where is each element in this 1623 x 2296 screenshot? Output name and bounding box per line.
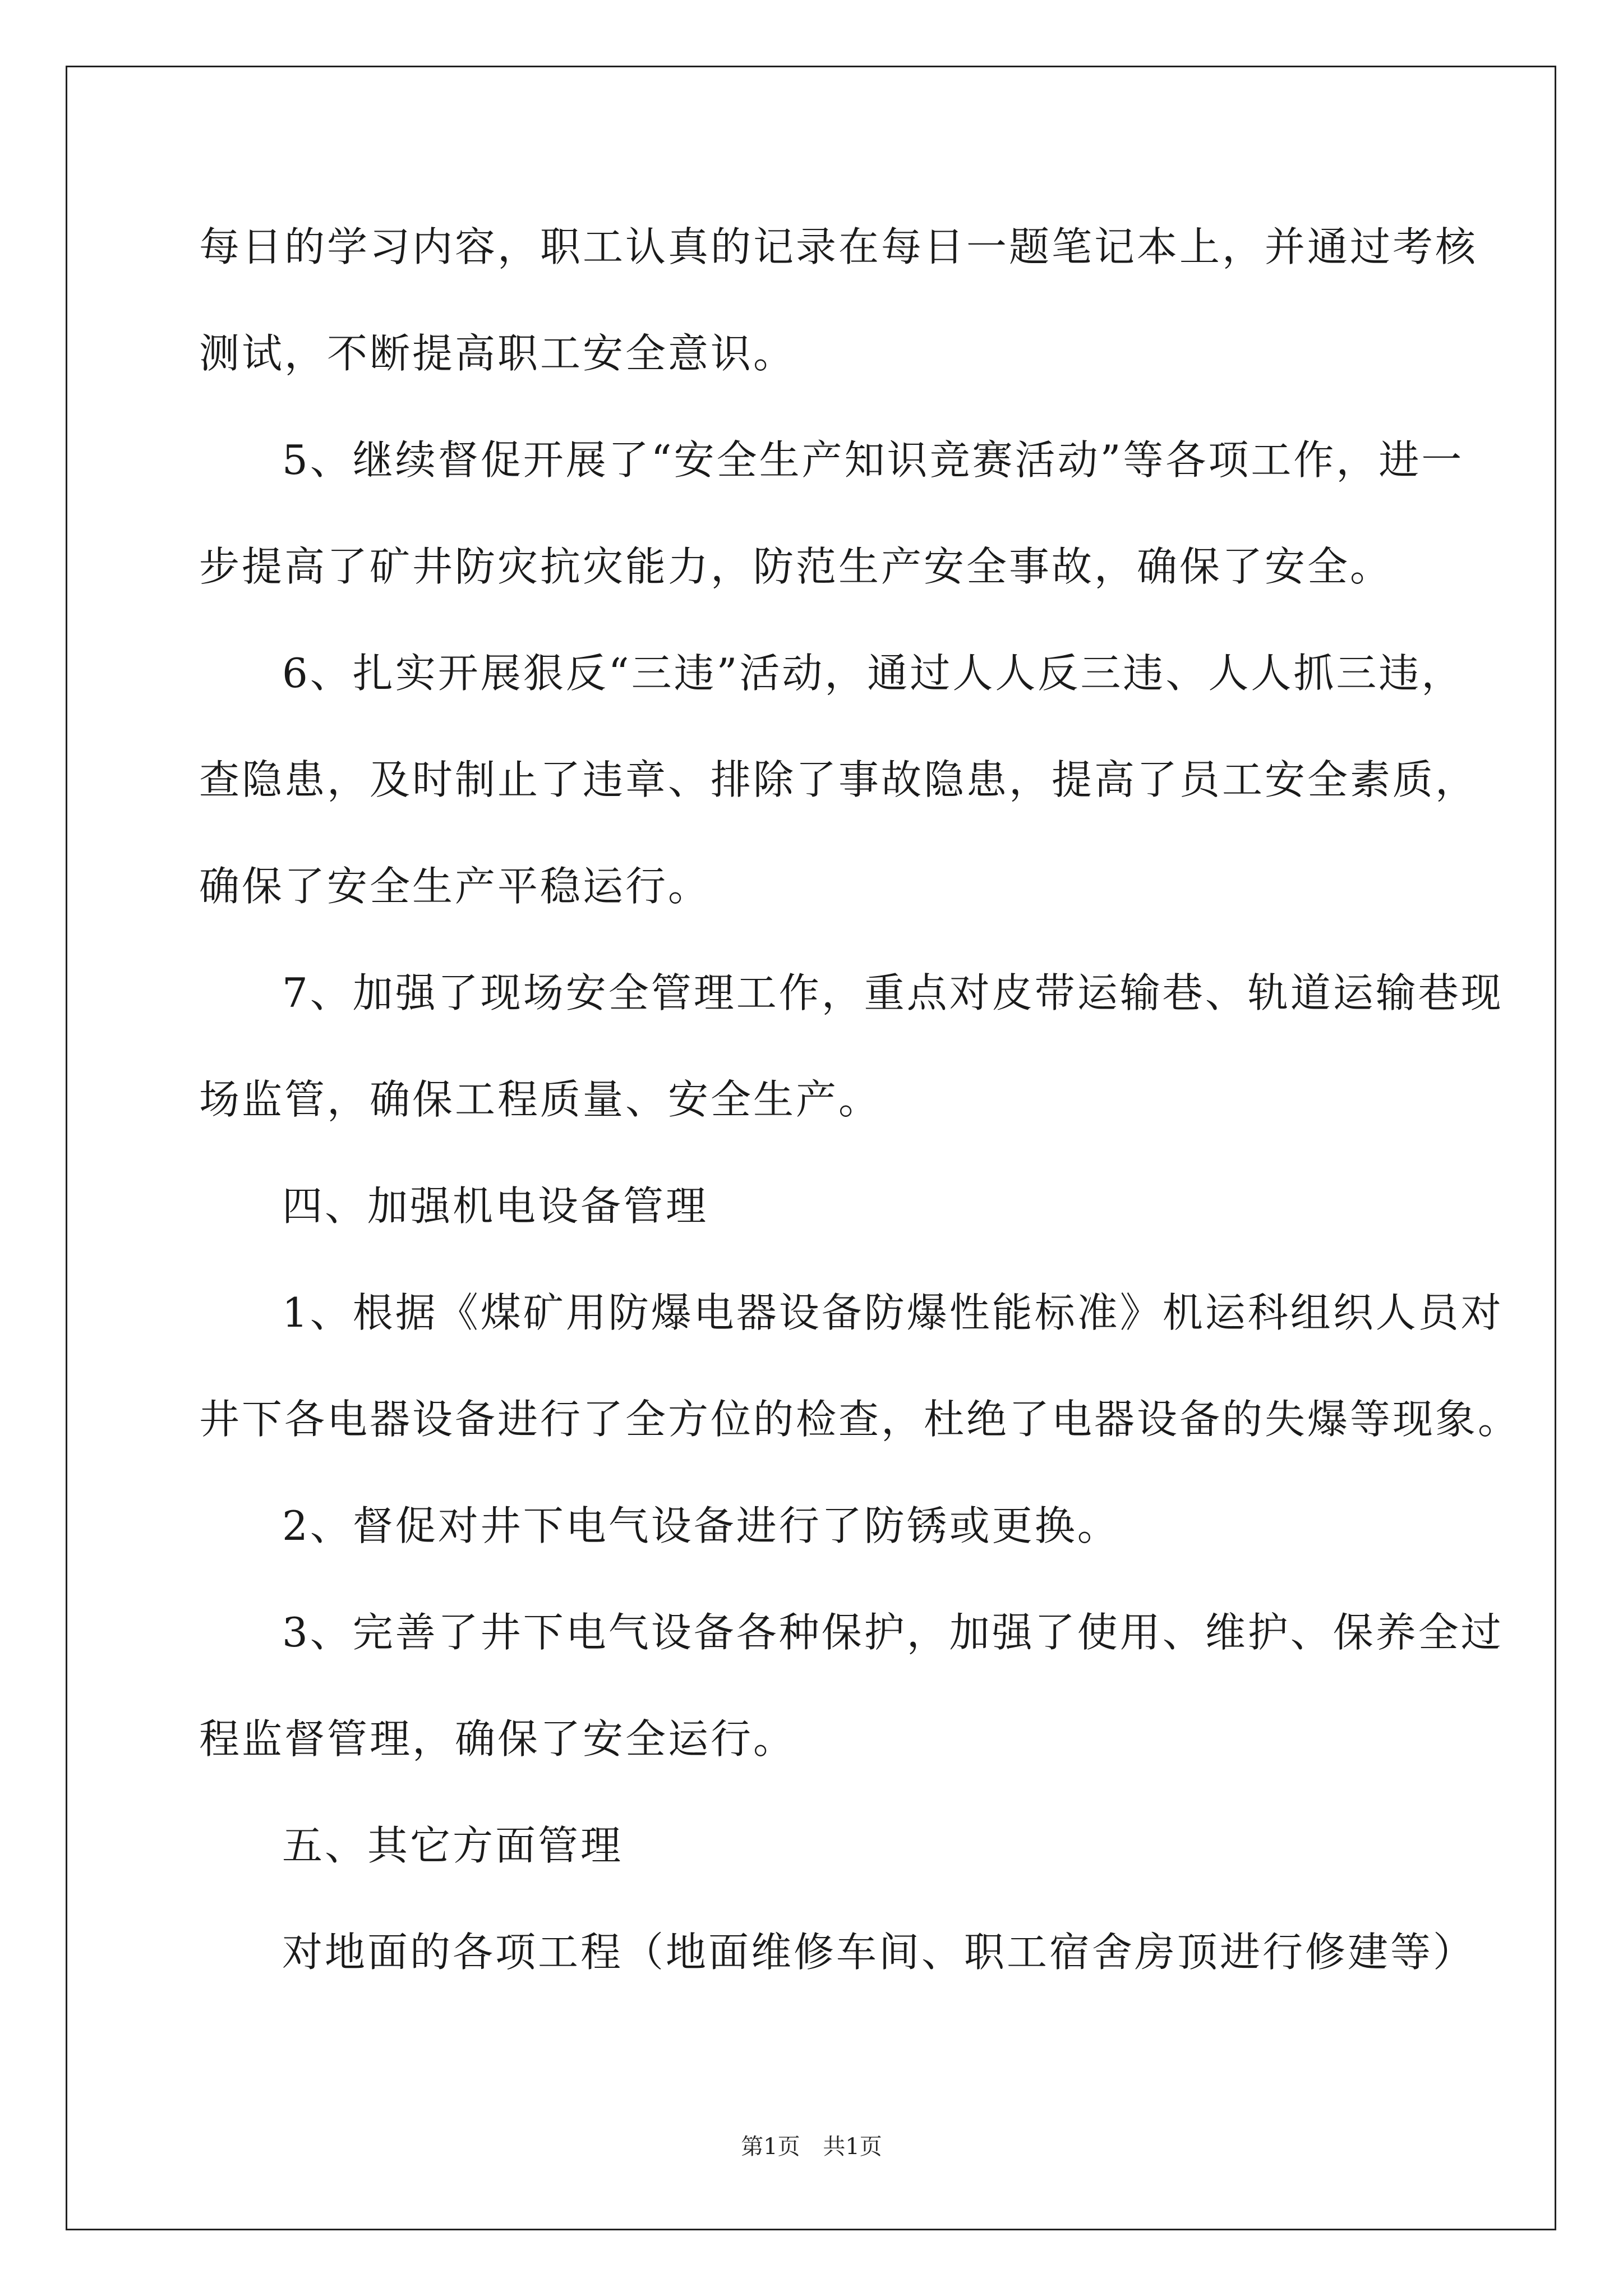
section-heading: 五、其它方面管理 [282,1822,624,1869]
text-line: 步提高了矿井防灾抗灾能力，防范生产安全事故，确保了安全。 [199,543,1393,590]
text-line: 5、继续督促开展了“安全生产知识竞赛活动”等各项工作，进一 [282,436,1464,484]
text-line: 程监督管理，确保了安全运行。 [199,1715,796,1763]
text-line: 1、根据《煤矿用防爆电器设备防爆性能标准》机运科组织人员对 [282,1289,1504,1336]
text-line: 井下各电器设备进行了全方位的检查，杜绝了电器设备的失爆等现象。 [199,1396,1521,1443]
text-line: 测试，不断提高职工安全意识。 [199,330,796,377]
text-line: 7、加强了现场安全管理工作，重点对皮带运输巷、轨道运输巷现 [282,969,1504,1016]
text-line: 6、扎实开展狠反“三违”活动，通过人人反三违、人人抓三违， [282,650,1464,697]
page-number: 第1页 [741,2134,800,2160]
text-line: 对地面的各项工程（地面维修车间、职工宿舍房顶进行修建等） [282,1929,1476,1976]
text-line: 确保了安全生产平稳运行。 [199,863,711,910]
text-line: 每日的学习内容，职工认真的记录在每日一题笔记本上，并通过考核 [199,223,1478,270]
text-line: 2、督促对井下电气设备进行了防锈或更换。 [282,1502,1120,1549]
document-body [199,216,1521,2028]
text-line: 场监管，确保工程质量、安全生产。 [199,1076,882,1123]
text-line: 3、完善了井下电气设备各种保护，加强了使用、维护、保养全过 [282,1609,1504,1656]
page-footer [0,2129,1623,2161]
section-heading: 四、加强机电设备管理 [282,1182,709,1230]
page-total: 共1页 [823,2134,882,2160]
text-line: 查隐患，及时制止了违章、排除了事故隐患，提高了员工安全素质， [199,756,1478,803]
